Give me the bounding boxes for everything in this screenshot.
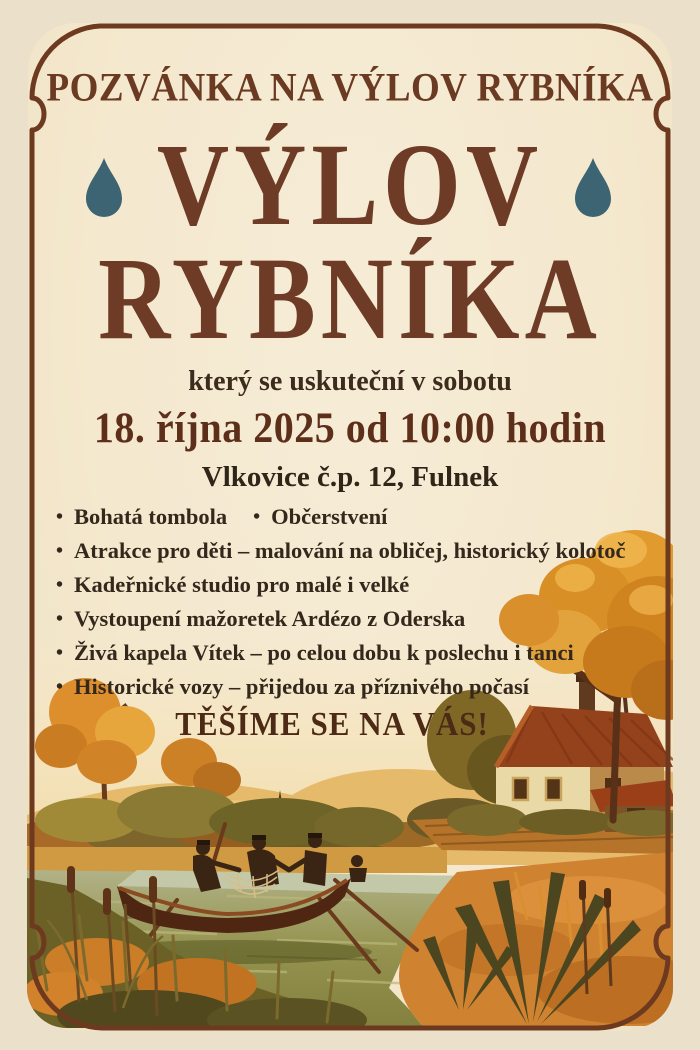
bullet-icon: • xyxy=(56,506,64,528)
list-item xyxy=(56,602,656,636)
program-list xyxy=(56,500,656,704)
list-item-label: Bohatá tombola xyxy=(74,504,228,529)
list-item xyxy=(56,636,656,670)
bullet-icon: • xyxy=(56,608,64,630)
list-item-label: Vystoupení mažoretek Ardézo z Oderska xyxy=(74,606,466,631)
list-item xyxy=(56,568,656,602)
main-title-line2: RYBNÍKA xyxy=(98,232,602,364)
list-item-label: Atrakce pro děti – malování na obličej, historický kolotoč xyxy=(74,538,626,563)
bullet-icon: • xyxy=(56,574,64,596)
location-line: Vlkovice č.p. 12, Fulnek xyxy=(201,461,499,493)
window xyxy=(513,778,528,800)
list-item-label: Občerstvení xyxy=(271,504,388,529)
list-item xyxy=(56,670,656,704)
bullet-icon: • xyxy=(56,676,64,698)
closing-line: TĚŠÍME SE NA VÁS! xyxy=(175,704,489,743)
date-line: 18. října 2025 od 10:00 hodin xyxy=(93,403,607,452)
subtitle: který se uskuteční v sobotu xyxy=(188,366,512,397)
main-title-line1: VÝLOV xyxy=(156,118,544,250)
window xyxy=(546,778,561,800)
bullet-icon: • xyxy=(253,506,261,528)
list-item-label: Historické vozy – přijedou za příznivého počasí xyxy=(74,674,529,699)
list-item xyxy=(56,500,656,534)
list-item xyxy=(56,534,656,568)
bullet-icon: • xyxy=(56,540,64,562)
bullet-icon: • xyxy=(56,642,64,664)
kicker-heading: POZVÁNKA NA VÝLOV RYBNÍKA xyxy=(46,65,654,111)
list-item-label: Kadeřnické studio pro malé i velké xyxy=(74,572,410,597)
list-item-label: Živá kapela Vítek – po celou dobu k poslechu i tanci xyxy=(74,640,574,665)
